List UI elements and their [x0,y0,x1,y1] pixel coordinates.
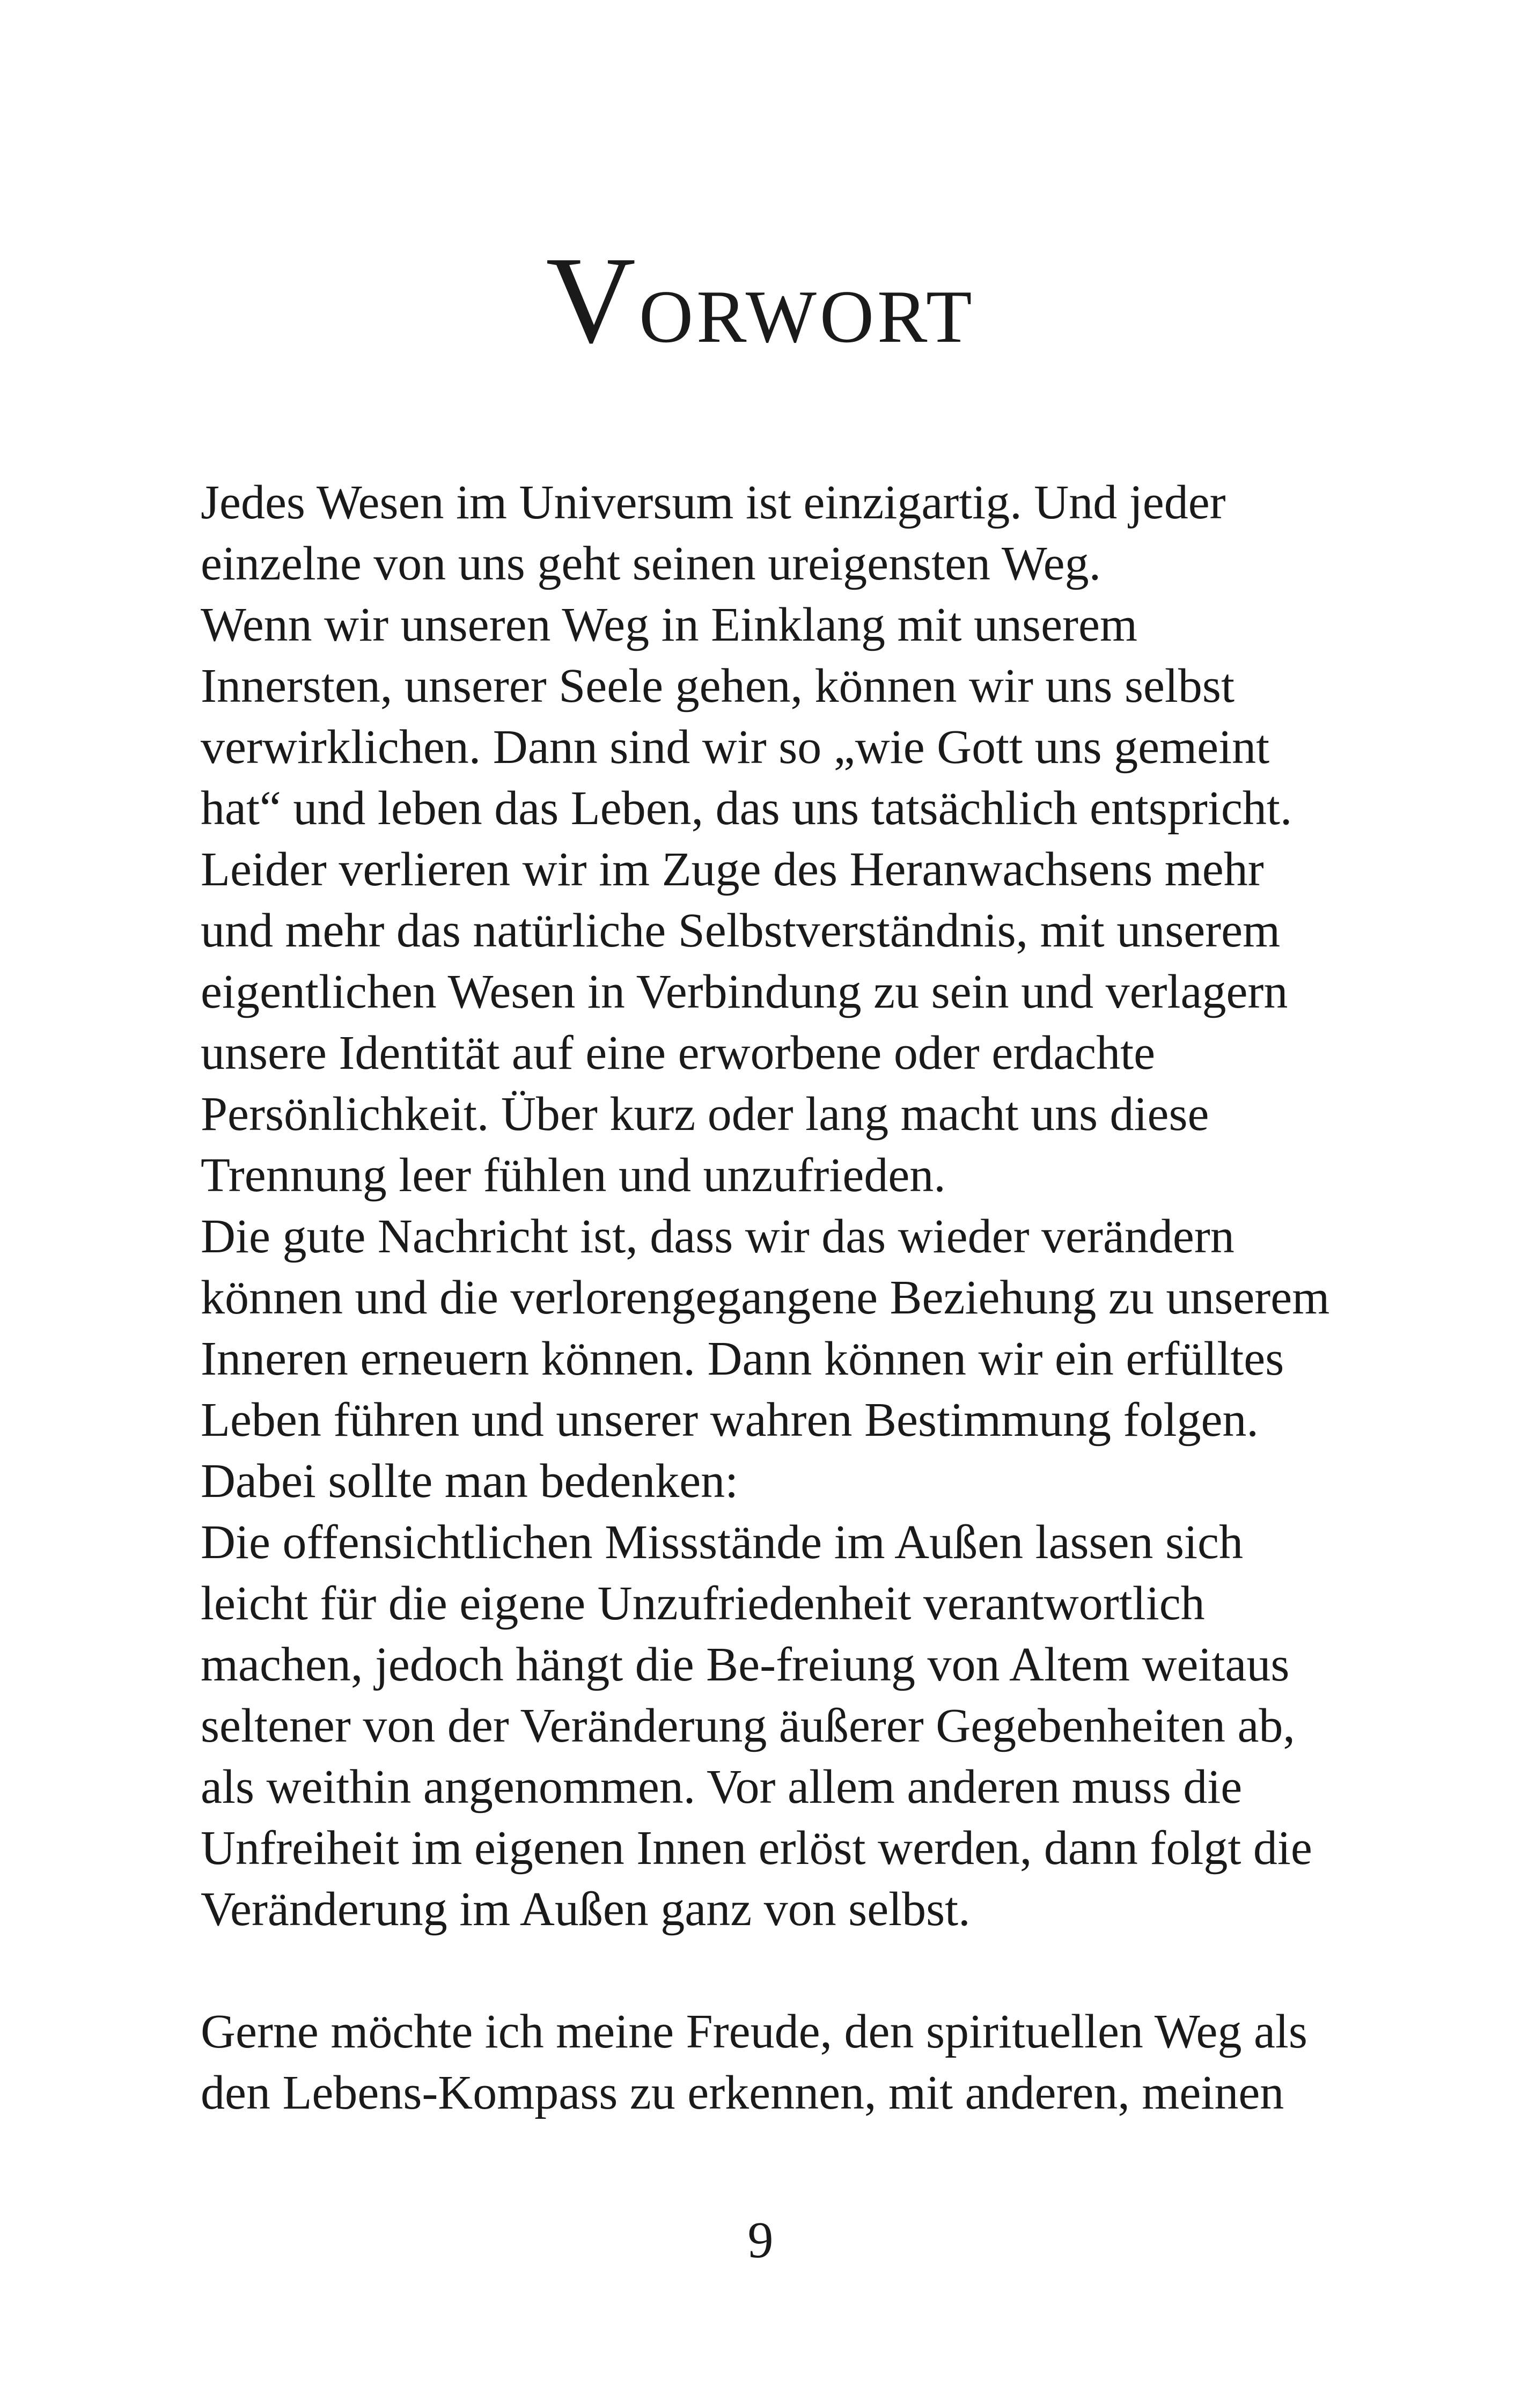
text-line: Leben führen und unserer wahren Bestimmung folgen. [201,1393,1259,1447]
text-line: können und die verlorengegangene Beziehung zu unserem [201,1271,1330,1324]
paragraph-2 [201,2001,1338,2124]
chapter-title-rest: orwort [639,247,975,365]
text-line: seltener von der Veränderung äußerer Gegebenheiten ab, [201,1699,1295,1752]
text-line: machen, jedoch hängt die Be-freiung von Altem weitaus [201,1638,1290,1691]
text-line: hat“ und leben das Leben, das uns tatsächlich entspricht. [201,782,1292,835]
text-line: verwirklichen. Dann sind wir so „wie Gott uns gemeint [201,721,1270,774]
text-line: Inneren erneuern können. Dann können wir ein erfülltes [201,1332,1284,1385]
text-line: als weithin angenommen. Vor allem anderen muss die [201,1760,1243,1814]
text-line: Gerne möchte ich meine Freude, den spirituellen Weg als [201,2005,1307,2058]
text-line: Jedes Wesen im Universum ist einzigartig. Und jeder [201,476,1226,529]
text-line: Die gute Nachricht ist, dass wir das wieder verändern [201,1210,1235,1263]
text-line: den Lebens-Kompass zu erkennen, mit anderen, meinen [201,2066,1284,2119]
text-line: Wenn wir unseren Weg in Einklang mit unserem [201,598,1137,651]
page-number: 9 [747,2211,774,2268]
text-line: Innersten, unserer Seele gehen, können wir uns selbst [201,659,1235,713]
chapter-title-initial: V [546,231,640,369]
text-line: Trennung leer fühlen und unzufrieden. [201,1149,946,1202]
text-line: Persönlichkeit. Über kurz oder lang macht uns diese [201,1088,1209,1141]
text-line: unsere Identität auf eine erworbene oder erdachte [201,1026,1156,1080]
text-line: Veränderung im Außen ganz von selbst. [201,1883,971,1936]
chapter-title [0,231,1521,371]
text-line: Leider verlieren wir im Zuge des Heranwachsens mehr [201,843,1264,896]
paragraph-1 [201,472,1338,1940]
text-line: leicht für die eigene Unzufriedenheit verantwortlich [201,1577,1205,1630]
body-text [201,472,1338,2124]
text-line: eigentlichen Wesen in Verbindung zu sein und verlagern [201,965,1288,1018]
text-line: Die offensichtlichen Missstände im Außen lassen sich [201,1516,1243,1569]
text-line: Unfreiheit im eigenen Innen erlöst werden, dann folgt die [201,1822,1312,1875]
text-line: Dabei sollte man bedenken: [201,1455,739,1508]
paragraph-gap [201,1940,1338,2001]
text-line: einzelne von uns geht seinen ureigensten Weg. [201,537,1101,590]
text-line: und mehr das natürliche Selbstverständnis, mit unserem [201,904,1281,957]
